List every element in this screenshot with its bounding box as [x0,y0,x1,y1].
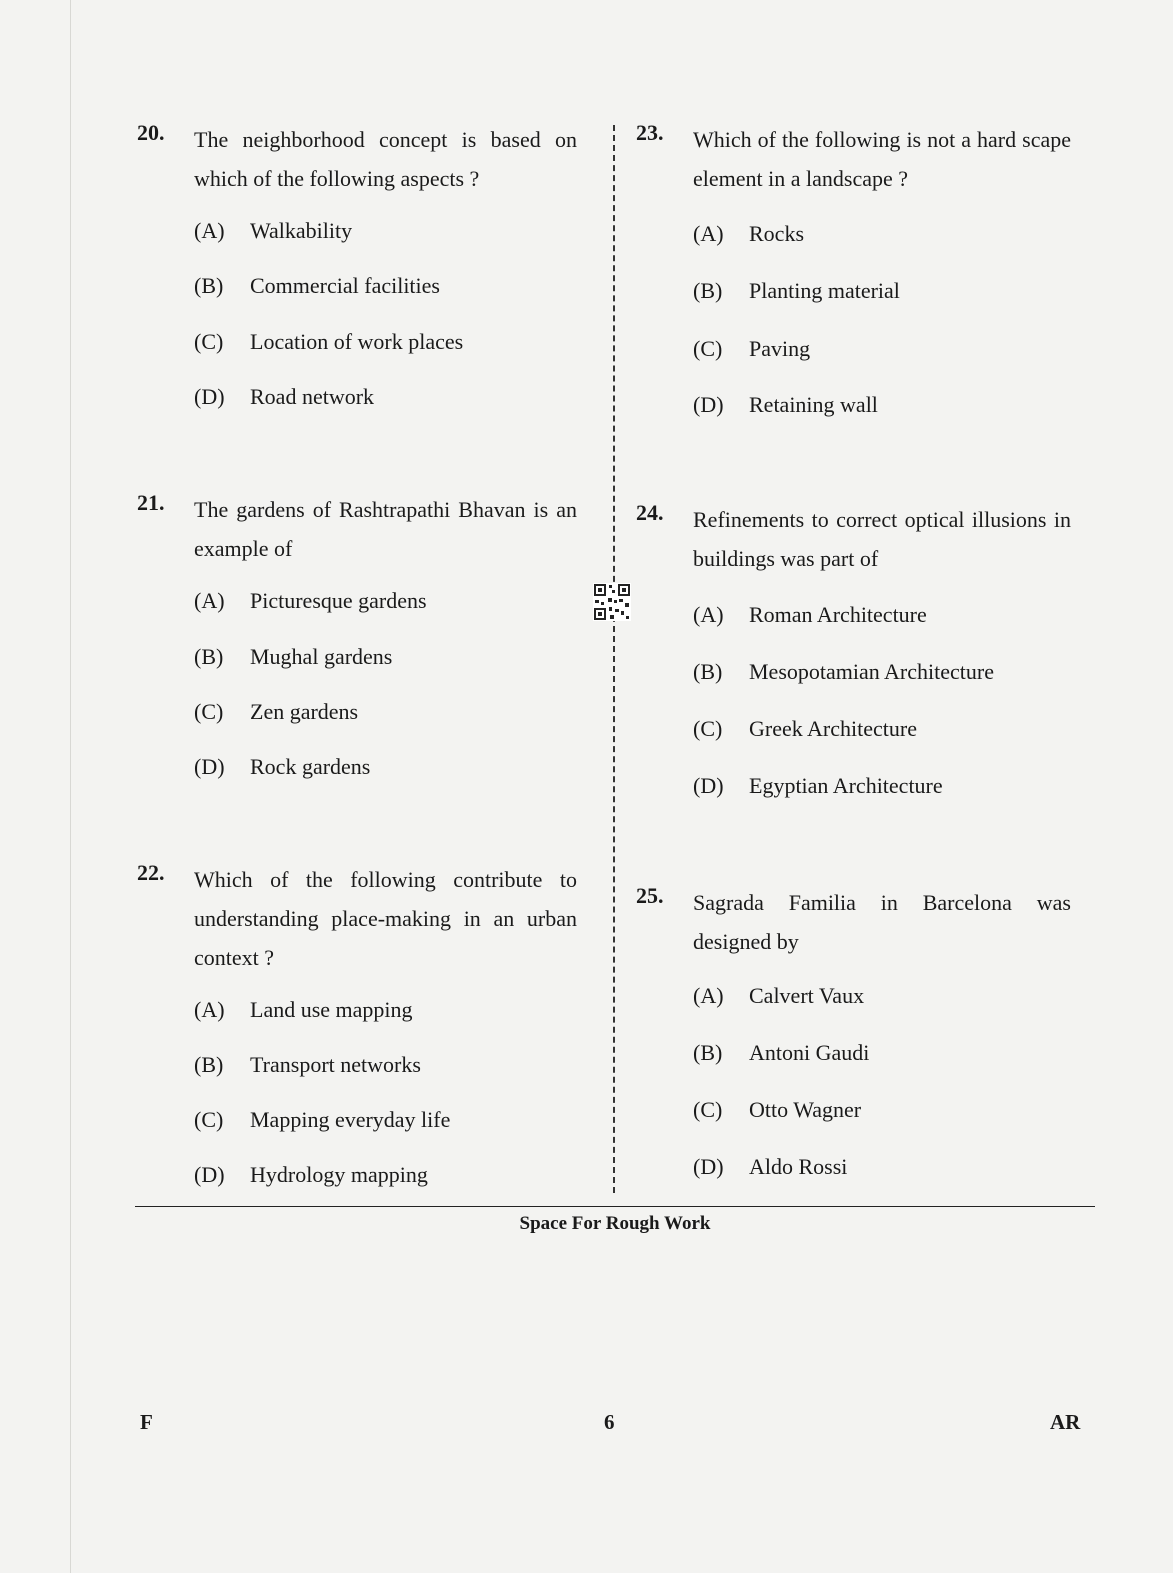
option-c: (C) Location of work places [194,329,464,354]
option-b: (B) Transport networks [194,1052,421,1077]
question-number: 20. [137,120,165,145]
qr-code-icon [593,583,631,621]
option-b: (B) Commercial facilities [194,273,440,298]
option-d: (D) Egyptian Architecture [693,773,943,798]
question-text: The gardens of Rashtrapathi Bhavan is an example of [194,497,577,561]
question-text: The neighborhood concept is based on which of the following aspects ? [194,127,577,191]
question-number: 22. [137,860,165,885]
option-c: (C) Otto Wagner [693,1097,862,1122]
rough-work-label: Space For Rough Work [519,1213,711,1234]
footer-right: AR [1050,1410,1081,1434]
question-text: Sagrada Familia in Barcelona was designed by [693,890,1071,954]
option-b: (B) Planting material [693,278,900,303]
option-c: (C) Zen gardens [194,699,359,724]
option-a: (A) Rocks [693,221,804,246]
option-a: (A) Calvert Vaux [693,983,865,1008]
footer-left: F [140,1410,153,1434]
question-number: 23. [636,120,664,145]
option-d: (D) Aldo Rossi [693,1154,848,1179]
option-c: (C) Greek Architecture [693,716,917,741]
option-d: (D) Retaining wall [693,392,878,417]
question-number: 21. [137,490,165,515]
column-divider [613,125,615,1193]
option-a: (A) Walkability [194,218,353,243]
option-d: (D) Road network [194,384,375,409]
option-b: (B) Antoni Gaudi [693,1040,870,1065]
option-a: (A) Land use mapping [194,997,413,1022]
question-text: Refinements to correct optical illusions in buildings was part of [693,507,1071,571]
page-margin-line [70,0,71,1573]
question-number: 24. [636,500,664,525]
page-number: 6 [604,1410,615,1434]
question-text: Which of the following is not a hard scape element in a landscape ? [693,127,1071,191]
option-b: (B) Mughal gardens [194,644,393,669]
option-c: (C) Paving [693,336,811,361]
question-text: Which of the following contribute to understanding place-making in an urban context ? [194,867,577,970]
horizontal-rule [135,1206,1095,1207]
question-number: 25. [636,883,664,908]
option-a: (A) Picturesque gardens [194,588,427,613]
option-b: (B) Mesopotamian Architecture [693,659,994,684]
option-d: (D) Hydrology mapping [194,1162,428,1187]
option-a: (A) Roman Architecture [693,602,927,627]
option-d: (D) Rock gardens [194,754,371,779]
option-c: (C) Mapping everyday life [194,1107,451,1132]
